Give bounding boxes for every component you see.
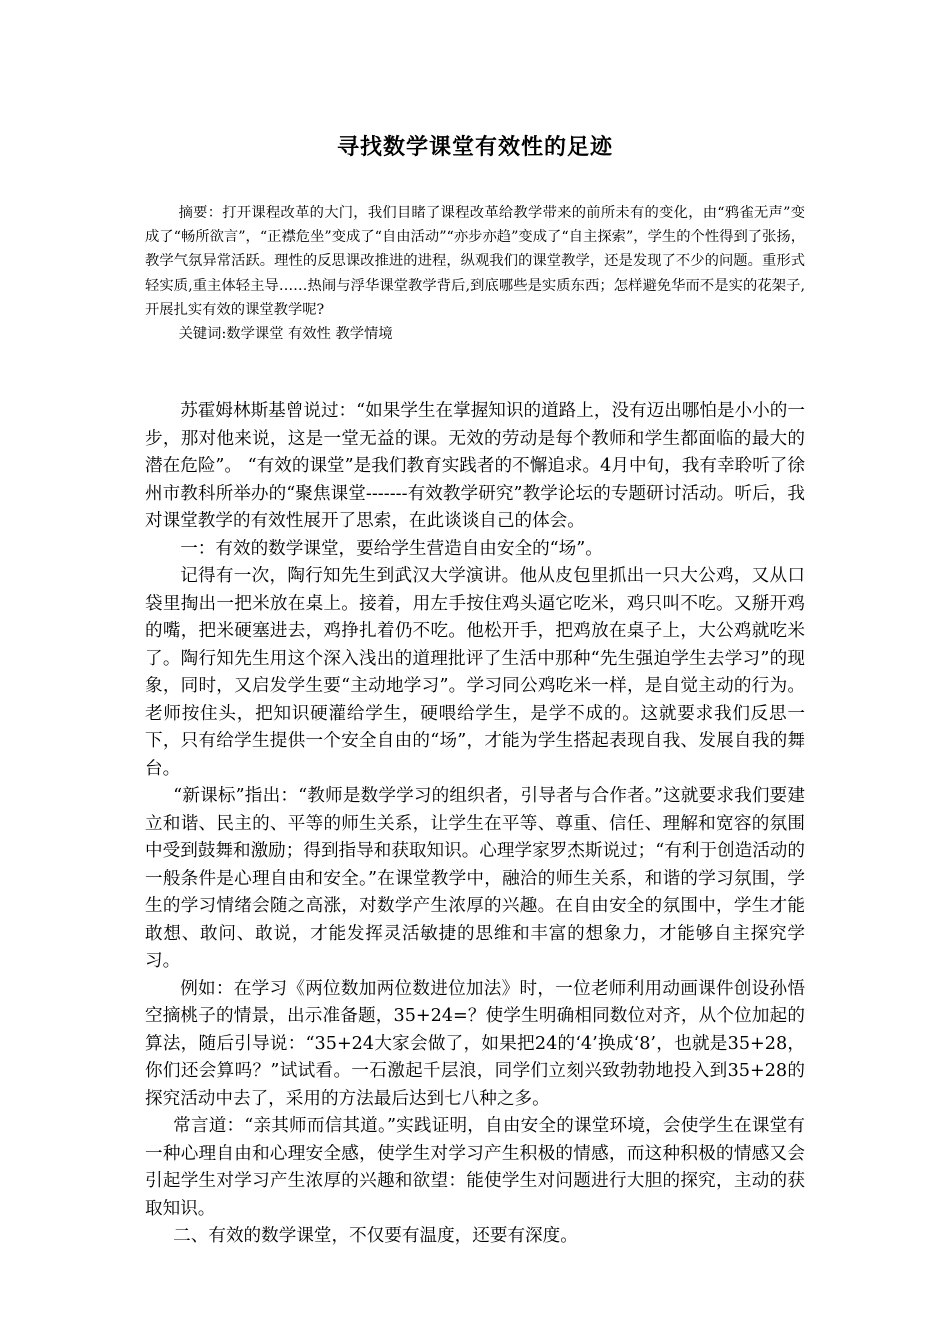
section-heading: 二、有效的数学课堂，不仅要有温度，还要有深度。 — [173, 1226, 578, 1246]
body-paragraph: “新课标”指出：“教师是数学学习的组织者，引导者与合作者。”这就要求我们要建立和谐、民主的、平等的师生关系，让学生在平等、尊重、信任、理解和宽容的氛围中受到鼓舞和激励；得到指导和获取知识。心理学家罗杰斯说过；“有利于创造活动的一般条件是心理自由和安全。”在课堂教学中，融洽的师生关系，和谐的学习氛围，学生的学习情绪会随之高涨，对数学产生浓厚的兴趣。在自由安全的氛围中，学生才能敢想、敢问、敢说，才能发挥灵活敏捷的思维和丰富的想象力，才能够自主探究学习。 — [145, 786, 805, 971]
abstract-section — [145, 201, 805, 346]
document-page — [145, 0, 805, 1344]
body-section — [145, 398, 805, 1251]
document-title: 寻找数学课堂有效性的足迹 — [336, 135, 613, 160]
abstract-text: 摘要：打开课程改革的大门，我们目睹了课程改革给教学带来的前所未有的变化，由“鸦雀无声”变成了“畅所欲言”，“正襟危坐”变成了“自由活动”“亦步亦趋”变成了“自主探索”，学生的个性得到了张扬，教学气氛异常活跃。理性的反思课改推进的进程，纵观我们的课堂教学，还是发现了不少的问题。重形式轻实质,重主体轻主导……热闹与浮华课堂教学背后,到底哪些是实质东西；怎样避免华而不是实的花架子,开展扎实有效的课堂教学呢? — [145, 205, 805, 318]
body-paragraph: 记得有一次，陶行知先生到武汉大学演讲。他从皮包里抓出一只大公鸡，又从口袋里掏出一把米放在桌上。接着，用左手按住鸡头逼它吃米，鸡只叫不吃。又掰开鸡的嘴，把米硬塞进去，鸡挣扎着仍不吃。他松开手，把鸡放在桌子上，大公鸡就吃米了。陶行知先生用这个深入浅出的道理批评了生活中那种“先生强迫学生去学习”的现象，同时，又启发学生要“主动地学习”。学习同公鸡吃米一样，是自觉主动的行为。老师按住头，把知识硬灌给学生，硬喂给学生，是学不成的。这就要求我们反思一下，只有给学生提供一个安全自由的“场”，才能为学生搭起表现自我、发展自我的舞台。 — [145, 566, 805, 779]
body-paragraph: 苏霍姆林斯基曾说过：“如果学生在掌握知识的道路上，没有迈出哪怕是小小的一步，那对他来说，这是一堂无益的课。无效的劳动是每个教师和学生都面临的最大的潜在危险”。 “有效的课堂”是我们教育实践者的不懈追求。4月中旬，我有幸聆听了徐州市教科所举办的“聚焦课堂-------有效教学研究”教学论坛的专题研讨活动。听后，我对课堂教学的有效性展开了思索，在此谈谈自己的体会。 — [145, 401, 805, 531]
section-heading: 一：有效的数学课堂，要给学生营造自由安全的“场”。 — [180, 538, 603, 559]
body-paragraph: 例如：在学习《两位数加两位数进位加法》时，一位老师利用动画课件创设孙悟空摘桃子的情景，出示准备题，35+24=？使学生明确相同数位对齐，从个位加起的算法，随后引导说：“35+24大家会做了，如果把24的‘4’换成‘8’，也就是35+28，你们还会算吗？”试试看。一石激起千层浪，同学们立刻兴致勃勃地投入到35+28的探究活动中去了，采用的方法最后达到七八种之多。 — [145, 978, 805, 1109]
body-paragraph: 常言道：“亲其师而信其道。”实践证明，自由安全的课堂环境，会使学生在课堂有一种心理自由和心理安全感，使学生对学习产生积极的情感，而这种积极的情感又会引起学生对学习产生浓厚的兴趣和欲望：能使学生对问题进行大胆的探究，主动的获取知识。 — [145, 1116, 805, 1219]
keywords-line: 关键词:数学课堂 有效性 教学情境 — [178, 326, 393, 343]
